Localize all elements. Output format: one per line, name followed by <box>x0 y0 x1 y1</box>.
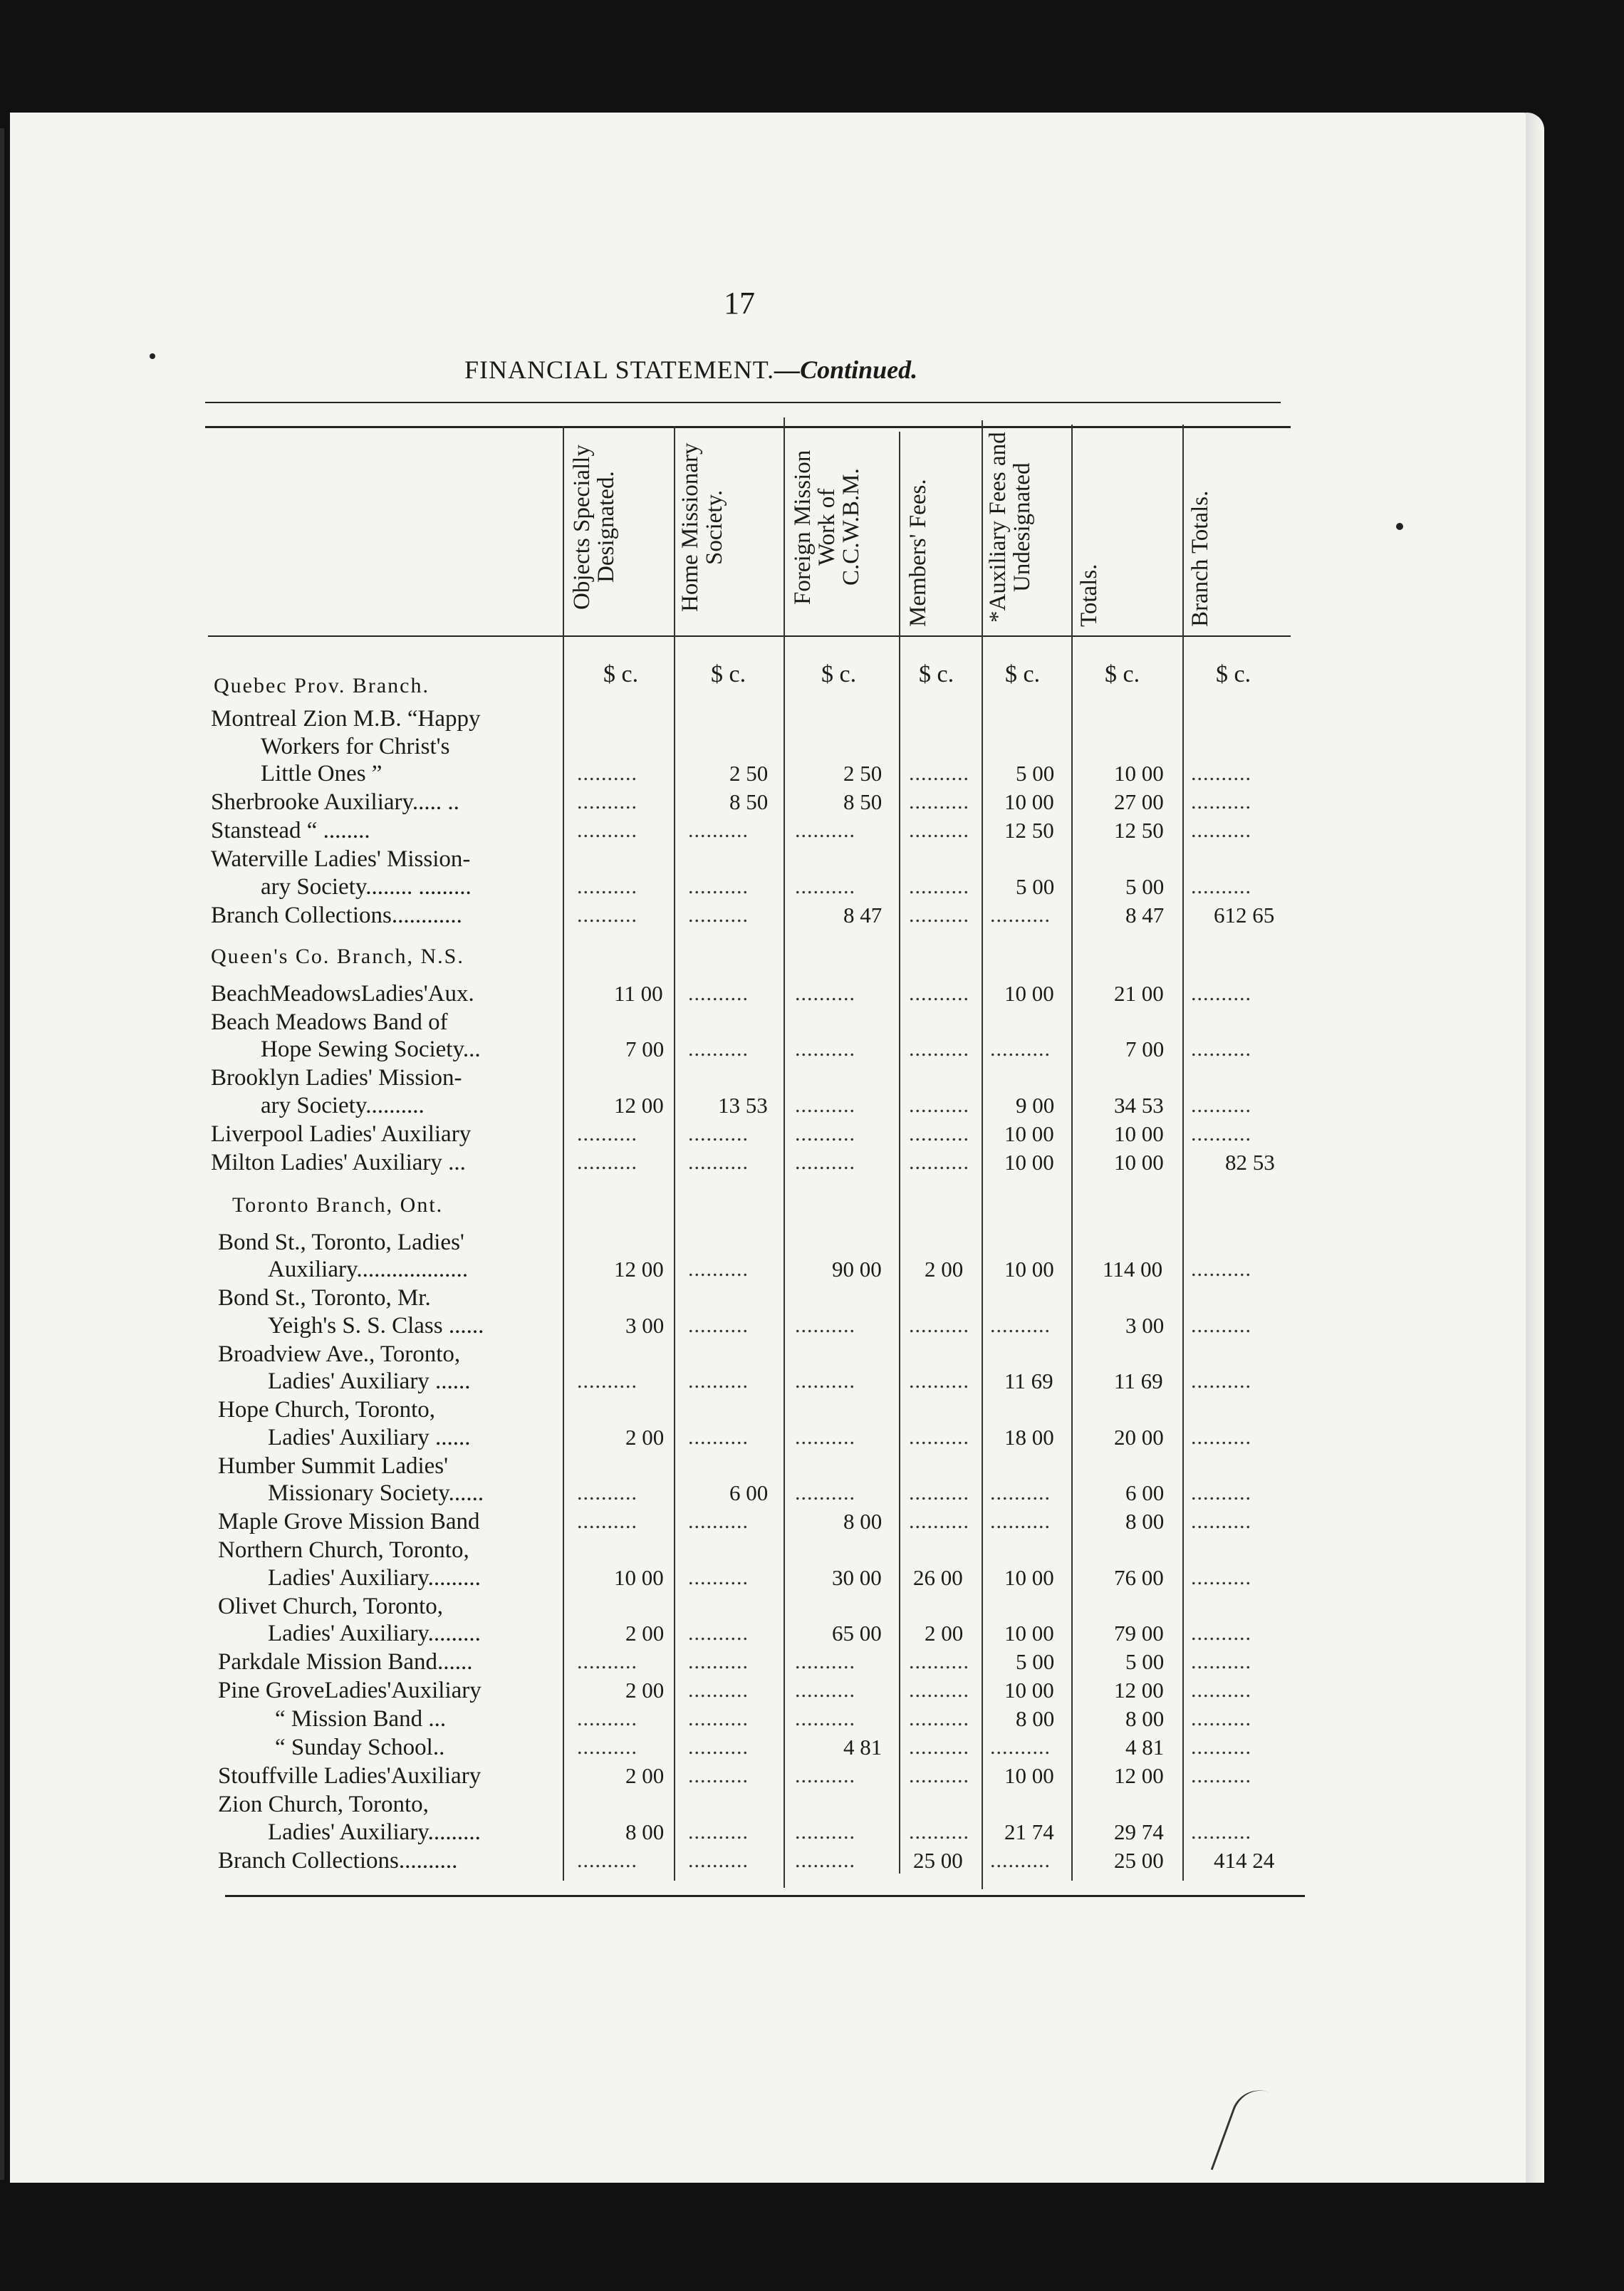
leader-dots: .......... <box>1191 1678 1251 1702</box>
leader-dots: .......... <box>1191 1819 1251 1844</box>
row-label: Sherbrooke Auxiliary..... .. <box>211 789 459 815</box>
rule-bottom <box>225 1895 1305 1897</box>
cell-objects: 8 00 <box>625 1819 665 1844</box>
cell-home: 13 53 <box>718 1092 768 1118</box>
cell-totals: 10 00 <box>1114 761 1164 786</box>
leader-dots: .......... <box>990 903 1051 927</box>
column-header-aux: *Auxiliary Fees and Undesignated <box>985 432 1035 623</box>
cell-totals: 76 00 <box>1114 1564 1164 1590</box>
leader-dots: .......... <box>577 1707 637 1730</box>
row-label: Auxiliary................... <box>268 1257 469 1282</box>
leader-dots: .......... <box>688 1848 749 1872</box>
page-title <box>464 355 917 385</box>
column-rule <box>784 417 785 1888</box>
row-label: Little Ones ” <box>261 761 382 786</box>
row-label: Parkdale Mission Band...... <box>218 1649 473 1675</box>
row-label: Montreal Zion M.B. “Happy <box>211 706 481 732</box>
cell-home: 2 50 <box>729 761 769 786</box>
cell-objects: 2 00 <box>625 1621 665 1646</box>
speck <box>150 353 155 359</box>
branch-heading: Quebec Prov. Branch. <box>214 674 430 697</box>
row-label: Maple Grove Mission Band <box>218 1509 480 1534</box>
row-label: Beach Meadows Band of <box>211 1009 448 1035</box>
rule-header <box>208 635 1291 637</box>
cell-totals: 34 53 <box>1114 1092 1164 1118</box>
cell-totals: 12 00 <box>1114 1763 1164 1788</box>
title-text: FINANCIAL STATEMENT. <box>464 355 775 384</box>
leader-dots: .......... <box>795 1150 855 1174</box>
leader-dots: .......... <box>688 981 749 1005</box>
leader-dots: .......... <box>795 1425 855 1449</box>
cell-totals: 5 00 <box>1125 1649 1165 1674</box>
leader-dots: .......... <box>688 1121 749 1146</box>
leader-dots: .......... <box>577 1650 637 1673</box>
cell-totals: 25 00 <box>1114 1847 1164 1873</box>
cell-totals: 21 00 <box>1114 980 1164 1006</box>
row-label: Waterville Ladies' Mission- <box>211 846 471 872</box>
unit-label: $ c. <box>603 661 639 687</box>
column-rule <box>1071 425 1073 1881</box>
cell-objects: 2 00 <box>625 1678 665 1703</box>
leader-dots: .......... <box>795 1848 855 1872</box>
cell-aux: 10 00 <box>1004 1763 1054 1788</box>
cell-aux: 21 74 <box>1004 1819 1054 1844</box>
leader-dots: .......... <box>795 1093 855 1117</box>
cell-totals: 8 47 <box>1125 902 1165 928</box>
leader-dots: .......... <box>795 874 855 898</box>
leader-dots: .......... <box>688 819 749 842</box>
cell-aux: 10 00 <box>1004 1621 1054 1646</box>
row-label: Zion Church, Toronto, <box>218 1792 429 1817</box>
column-rule <box>674 426 675 1881</box>
leader-dots: .......... <box>909 1678 969 1702</box>
leader-dots: .......... <box>1191 1565 1251 1589</box>
leader-dots: .......... <box>909 819 969 842</box>
row-label: Brooklyn Ladies' Mission- <box>211 1065 462 1091</box>
rule-top <box>205 402 1281 403</box>
unit-label: $ c. <box>1005 661 1041 687</box>
cell-aux: 10 00 <box>1004 1121 1054 1146</box>
cell-aux: 10 00 <box>1004 980 1054 1006</box>
cell-members: 2 00 <box>925 1257 964 1282</box>
speck <box>1396 523 1403 530</box>
leader-dots: .......... <box>909 1150 969 1174</box>
row-label: ary Society........ ......... <box>261 873 472 900</box>
leader-dots: .......... <box>795 1707 855 1730</box>
unit-label: $ c. <box>1216 661 1251 687</box>
row-label: Hope Church, Toronto, <box>218 1397 436 1423</box>
cell-objects: 3 00 <box>625 1312 665 1338</box>
leader-dots: .......... <box>1191 1735 1251 1759</box>
leader-dots: .......... <box>909 1481 969 1505</box>
cell-totals: 29 74 <box>1114 1819 1164 1844</box>
leader-dots: .......... <box>688 1150 749 1174</box>
leader-dots: .......... <box>1191 1764 1251 1787</box>
leader-dots: .......... <box>1191 1510 1251 1533</box>
cell-objects: 12 00 <box>614 1092 664 1118</box>
leader-dots: .......... <box>577 1848 637 1872</box>
cell-totals: 12 00 <box>1114 1678 1164 1703</box>
column-rule <box>563 426 564 1881</box>
leader-dots: .......... <box>909 1819 969 1844</box>
leader-dots: .......... <box>909 1510 969 1533</box>
cell-aux: 11 69 <box>1004 1368 1053 1393</box>
leader-dots: .......... <box>909 1650 969 1673</box>
leader-dots: .......... <box>795 1650 855 1673</box>
unit-label: $ c. <box>711 661 746 687</box>
leader-dots: .......... <box>1191 1121 1251 1146</box>
leader-dots: .......... <box>909 874 969 898</box>
cell-totals: 12 50 <box>1114 818 1164 843</box>
leader-dots: .......... <box>1191 1313 1251 1337</box>
cell-aux: 10 00 <box>1004 1678 1054 1703</box>
unit-label: $ c. <box>821 661 857 687</box>
leader-dots: .......... <box>909 903 969 927</box>
leader-dots: .......... <box>1191 1621 1251 1645</box>
leader-dots: .......... <box>795 1819 855 1844</box>
leader-dots: .......... <box>577 903 637 927</box>
leader-dots: .......... <box>909 1764 969 1787</box>
cell-foreign: 4 81 <box>843 1735 883 1760</box>
cell-home: 6 00 <box>729 1480 769 1505</box>
cell-foreign: 8 47 <box>843 902 883 928</box>
cell-objects: 2 00 <box>625 1763 665 1788</box>
row-label: Pine GroveLadies'Auxiliary <box>218 1678 482 1703</box>
leader-dots: .......... <box>577 1510 637 1533</box>
cell-foreign: 90 00 <box>832 1257 882 1282</box>
cell-foreign: 2 50 <box>843 761 883 786</box>
leader-dots: .......... <box>688 1369 749 1393</box>
row-label: Bond St., Toronto, Mr. <box>218 1285 431 1311</box>
cell-foreign: 30 00 <box>832 1564 882 1590</box>
leader-dots: .......... <box>795 819 855 842</box>
column-header-members: Members' Fees. <box>905 479 931 627</box>
cell-aux: 12 50 <box>1004 818 1054 843</box>
cell-members: 2 00 <box>925 1621 964 1646</box>
leader-dots: .......... <box>1191 874 1251 898</box>
leader-dots: .......... <box>1191 1425 1251 1449</box>
cell-foreign: 8 50 <box>843 789 883 814</box>
leader-dots: .......... <box>1191 819 1251 842</box>
cell-totals: 8 00 <box>1125 1509 1165 1534</box>
leader-dots: .......... <box>577 1121 637 1146</box>
leader-dots: .......... <box>1191 1037 1251 1061</box>
leader-dots: .......... <box>577 1481 637 1505</box>
column-header-branch: Branch Totals. <box>1187 490 1213 627</box>
cell-totals: 5 00 <box>1125 873 1165 899</box>
leader-dots: .......... <box>990 1313 1051 1337</box>
leader-dots: .......... <box>688 1735 749 1759</box>
cell-totals: 20 00 <box>1114 1424 1164 1450</box>
leader-dots: .......... <box>688 1425 749 1449</box>
leader-dots: .......... <box>909 790 969 814</box>
leader-dots: .......... <box>909 1425 969 1449</box>
leader-dots: .......... <box>688 1313 749 1337</box>
book-spine <box>0 128 4 2180</box>
cell-objects: 7 00 <box>625 1037 665 1061</box>
cell-totals: 11 69 <box>1114 1368 1163 1393</box>
leader-dots: .......... <box>1191 1369 1251 1393</box>
leader-dots: .......... <box>688 1819 749 1844</box>
leader-dots: .......... <box>1191 1650 1251 1673</box>
cell-aux: 5 00 <box>1016 761 1055 786</box>
leader-dots: .......... <box>688 1565 749 1589</box>
cell-branch: 414 24 <box>1214 1847 1275 1873</box>
leader-dots: .......... <box>795 1037 855 1061</box>
row-label: Northern Church, Toronto, <box>218 1537 469 1563</box>
leader-dots: .......... <box>990 1510 1051 1533</box>
unit-label: $ c. <box>1105 661 1140 687</box>
cell-home: 8 50 <box>729 789 769 814</box>
cell-aux: 10 00 <box>1004 1149 1054 1175</box>
row-label: Stouffville Ladies'Auxiliary <box>218 1763 482 1789</box>
leader-dots: .......... <box>795 981 855 1005</box>
row-label: Branch Collections.......... <box>218 1847 458 1874</box>
cell-aux: 5 00 <box>1016 873 1055 899</box>
leader-dots: .......... <box>909 1313 969 1337</box>
cell-aux: 10 00 <box>1004 1257 1054 1282</box>
cell-members: 25 00 <box>913 1847 963 1873</box>
cell-totals: 10 00 <box>1114 1149 1164 1175</box>
leader-dots: .......... <box>688 1257 749 1281</box>
row-label: Yeigh's S. S. Class ...... <box>268 1312 484 1339</box>
leader-dots: .......... <box>688 1037 749 1061</box>
cell-objects: 12 00 <box>614 1257 664 1282</box>
leader-dots: .......... <box>990 1848 1051 1872</box>
row-label: Broadview Ave., Toronto, <box>218 1341 461 1367</box>
row-label: Ladies' Auxiliary ...... <box>268 1368 471 1394</box>
column-rule <box>899 432 900 1874</box>
cell-totals: 10 00 <box>1114 1121 1164 1146</box>
leader-dots: .......... <box>909 1093 969 1117</box>
row-label: Hope Sewing Society... <box>261 1037 481 1062</box>
leader-dots: .......... <box>909 981 969 1005</box>
cell-totals: 114 00 <box>1103 1257 1163 1282</box>
leader-dots: .......... <box>1191 1707 1251 1730</box>
cell-totals: 3 00 <box>1125 1312 1165 1338</box>
leader-dots: .......... <box>577 790 637 814</box>
cell-objects: 11 00 <box>614 980 663 1006</box>
leader-dots: .......... <box>1191 1093 1251 1117</box>
leader-dots: .......... <box>577 819 637 842</box>
leader-dots: .......... <box>577 1369 637 1393</box>
cell-branch: 82 53 <box>1225 1149 1275 1175</box>
column-header-totals: Totals. <box>1076 563 1102 627</box>
cell-totals: 79 00 <box>1114 1621 1164 1646</box>
cell-aux: 10 00 <box>1004 789 1054 814</box>
cell-members: 26 00 <box>913 1564 963 1590</box>
row-label: Humber Summit Ladies' <box>218 1453 449 1479</box>
row-label: Olivet Church, Toronto, <box>218 1593 444 1619</box>
leader-dots: .......... <box>795 1313 855 1337</box>
column-rule <box>982 420 983 1889</box>
row-label: Liverpool Ladies' Auxiliary <box>211 1121 472 1147</box>
leader-dots: .......... <box>909 1037 969 1061</box>
column-header-home: Home Missionary Society. <box>677 442 727 612</box>
leader-dots: .......... <box>577 762 637 785</box>
leader-dots: .......... <box>990 1735 1051 1759</box>
unit-label: $ c. <box>919 661 954 687</box>
cell-totals: 4 81 <box>1125 1735 1165 1760</box>
row-label: Workers for Christ's <box>261 733 450 759</box>
leader-dots: .......... <box>577 874 637 898</box>
leader-dots: .......... <box>688 903 749 927</box>
leader-dots: .......... <box>909 1735 969 1759</box>
leader-dots: .......... <box>688 1707 749 1730</box>
leader-dots: .......... <box>1191 1481 1251 1505</box>
cell-totals: 8 00 <box>1125 1706 1165 1731</box>
cell-totals: 27 00 <box>1114 789 1164 814</box>
leader-dots: .......... <box>688 1650 749 1673</box>
leader-dots: .......... <box>1191 762 1251 785</box>
leader-dots: .......... <box>795 1121 855 1146</box>
cell-objects: 2 00 <box>625 1424 665 1450</box>
row-label: Stanstead “ ........ <box>211 818 370 843</box>
cell-totals: 6 00 <box>1125 1480 1165 1505</box>
leader-dots: .......... <box>688 1510 749 1533</box>
page-number: 17 <box>724 286 755 321</box>
row-label: Milton Ladies' Auxiliary ... <box>211 1149 466 1175</box>
branch-heading: Queen's Co. Branch, N.S. <box>211 944 464 968</box>
leader-dots: .......... <box>795 1369 855 1393</box>
leader-dots: .......... <box>688 1621 749 1645</box>
column-header-foreign: Foreign Mission Work of C.C.W.B.M. <box>790 450 864 605</box>
cell-foreign: 65 00 <box>832 1621 882 1646</box>
row-label: “ Mission Band ... <box>275 1706 447 1732</box>
cell-objects: 10 00 <box>614 1564 664 1590</box>
row-label: Bond St., Toronto, Ladies' <box>218 1229 464 1255</box>
leader-dots: .......... <box>688 1678 749 1702</box>
row-label: Missionary Society...... <box>268 1480 484 1506</box>
row-label: Branch Collections............ <box>211 902 462 928</box>
cell-totals: 7 00 <box>1125 1037 1165 1061</box>
row-label: BeachMeadowsLadies'Aux. <box>211 980 474 1007</box>
cell-foreign: 8 00 <box>843 1509 883 1534</box>
cell-aux: 9 00 <box>1016 1092 1055 1118</box>
leader-dots: .......... <box>909 762 969 785</box>
title-suffix: —Continued. <box>774 355 918 384</box>
leader-dots: .......... <box>909 1707 969 1730</box>
leader-dots: .......... <box>990 1481 1051 1505</box>
cell-aux: 18 00 <box>1004 1424 1054 1450</box>
leader-dots: .......... <box>688 874 749 898</box>
leader-dots: .......... <box>909 1369 969 1393</box>
leader-dots: .......... <box>577 1735 637 1759</box>
column-rule <box>1182 425 1184 1881</box>
row-label: Ladies' Auxiliary......... <box>268 1819 481 1845</box>
cell-branch: 612 65 <box>1214 902 1275 928</box>
leader-dots: .......... <box>795 1678 855 1702</box>
cell-aux: 10 00 <box>1004 1564 1054 1590</box>
cell-aux: 5 00 <box>1016 1649 1055 1674</box>
row-label: Ladies' Auxiliary ...... <box>268 1424 471 1450</box>
leader-dots: .......... <box>688 1764 749 1787</box>
leader-dots: .......... <box>795 1481 855 1505</box>
leader-dots: .......... <box>990 1037 1051 1061</box>
row-label: ary Society.......... <box>261 1092 425 1118</box>
leader-dots: .......... <box>909 1121 969 1146</box>
row-label: “ Sunday School.. <box>275 1735 445 1760</box>
leader-dots: .......... <box>1191 1257 1251 1281</box>
leader-dots: .......... <box>1191 981 1251 1005</box>
leader-dots: .......... <box>795 1764 855 1787</box>
leader-dots: .......... <box>1191 790 1251 814</box>
leader-dots: .......... <box>577 1150 637 1174</box>
row-label: Ladies' Auxiliary......... <box>268 1621 481 1646</box>
branch-heading: Toronto Branch, Ont. <box>232 1193 444 1217</box>
row-label: Ladies' Auxiliary......... <box>268 1564 481 1591</box>
cell-aux: 8 00 <box>1016 1706 1055 1731</box>
column-header-objects: Objects Specially Designated. <box>569 445 619 610</box>
